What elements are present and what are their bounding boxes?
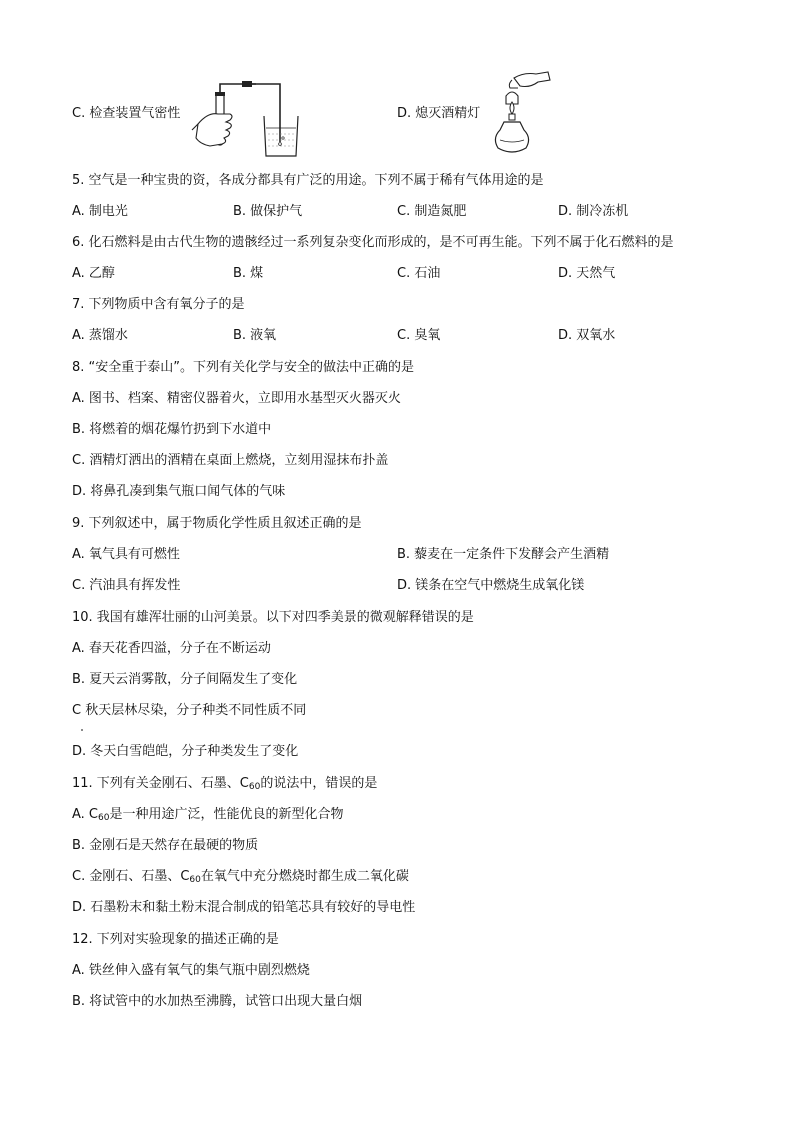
q5-option-b: B. 做保护气	[233, 204, 303, 219]
q11-option-a-pre: A. C	[72, 807, 99, 822]
q11-option-c-sub: 60	[189, 875, 201, 885]
q7-option-b: B. 液氧	[233, 328, 277, 343]
q8-option-c: C. 酒精灯洒出的酒精在桌面上燃烧，立刻用湿抹布扑盖	[72, 453, 389, 468]
q10-option-b: B. 夏天云消雾散，分子间隔发生了变化	[72, 672, 298, 687]
q10-option-c: C 秋天层林尽染，分子种类不同性质不同	[72, 703, 307, 718]
q11-option-c-pre: C. 金刚石、石墨、C	[72, 869, 190, 884]
q11-option-a-post: 是一种用途广泛，性能优良的新型化合物	[109, 807, 344, 822]
check-airtightness-illustration	[188, 72, 306, 160]
q6-option-d: D. 天然气	[558, 266, 616, 281]
q8-option-b: B. 将燃着的烟花爆竹扔到下水道中	[72, 422, 272, 437]
q11-option-a	[72, 806, 343, 827]
q11-stem-sub: 60	[248, 782, 261, 792]
q11-stem-post: 的说法中，错误的是	[260, 776, 378, 791]
q6-option-a: A. 乙醇	[72, 266, 115, 281]
q9-option-c: C. 汽油具有挥发性	[72, 578, 181, 593]
q8-option-d: D. 将鼻孔凑到集气瓶口闻气体的气味	[72, 484, 286, 499]
q12-stem: 12. 下列对实验现象的描述正确的是	[72, 932, 279, 947]
q9-stem: 9. 下列叙述中，属于物质化学性质且叙述正确的是	[72, 516, 362, 531]
q11-option-b: B. 金刚石是天然存在最硬的物质	[72, 838, 259, 853]
q11-stem	[72, 775, 377, 796]
q10-option-d: D. 冬天白雪皑皑，分子种类发生了变化	[72, 744, 299, 759]
q6-stem: 6. 化石燃料是由古代生物的遗骸经过一系列复杂变化而形成的，是不可再生能。下列不属于化石燃料的是	[72, 235, 674, 250]
q5-stem: 5. 空气是一种宝贵的资，各成分都具有广泛的用途。下列不属于稀有气体用途的是	[72, 173, 544, 188]
q7-option-c: C. 臭氧	[397, 328, 441, 343]
q9-option-a: A. 氧气具有可燃性	[72, 547, 180, 562]
q6-option-c: C. 石油	[397, 266, 441, 281]
q5-option-c: C. 制造氮肥	[397, 204, 467, 219]
extinguish-lamp-illustration	[490, 68, 554, 158]
q9-option-d: D. 镁条在空气中燃烧生成氧化镁	[397, 578, 585, 593]
q5-option-a: A. 制电光	[72, 204, 128, 219]
q7-option-d: D. 双氧水	[558, 328, 616, 343]
q12-option-a: A. 铁丝伸入盛有氧气的集气瓶中剧烈燃烧	[72, 963, 310, 978]
q8-stem: 8. “安全重于泰山”。下列有关化学与安全的做法中正确的是	[72, 360, 415, 375]
q11-option-c	[72, 868, 409, 889]
q4-option-d: D. 熄灭酒精灯	[397, 106, 481, 121]
q4-option-c: C. 检查装置气密性	[72, 106, 181, 121]
q11-option-d: D. 石墨粉末和黏土粉末混合制成的铅笔芯具有较好的导电性	[72, 900, 416, 915]
q12-option-b: B. 将试管中的水加热至沸腾，试管口出现大量白烟	[72, 994, 363, 1009]
q6-option-b: B. 煤	[233, 266, 264, 281]
q10-stem: 10. 我国有雄浑壮丽的山河美景。以下对四季美景的微观解释错误的是	[72, 610, 474, 625]
q8-option-a: A. 图书、档案、精密仪器着火，立即用水基型灭火器灭火	[72, 391, 401, 406]
q11-option-a-sub: 60	[98, 813, 110, 823]
stray-dot-mark	[81, 729, 83, 731]
q5-option-d: D. 制冷冻机	[558, 204, 629, 219]
q7-stem: 7. 下列物质中含有氧分子的是	[72, 297, 245, 312]
q11-stem-pre: 11. 下列有关金刚石、石墨、C	[72, 776, 249, 791]
q7-option-a: A. 蒸馏水	[72, 328, 128, 343]
q11-option-c-post: 在氧气中充分燃烧时都生成二氧化碳	[200, 869, 409, 884]
q9-option-b: B. 藜麦在一定条件下发酵会产生酒精	[397, 547, 610, 562]
q10-option-a: A. 春天花香四溢，分子在不断运动	[72, 641, 271, 656]
